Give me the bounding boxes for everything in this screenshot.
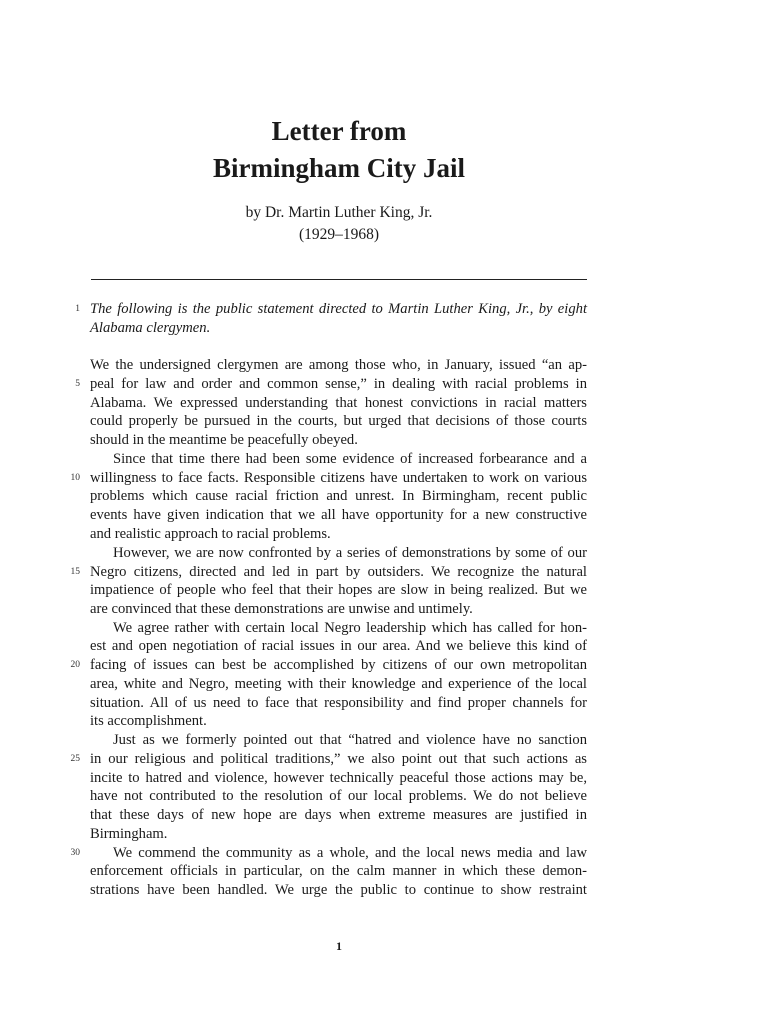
body-line: facing of issues can best be accomplished by citizens of our own metropolitan xyxy=(90,657,587,673)
body-line: strations have been handled. We urge the public to continue to show restraint xyxy=(90,882,587,898)
body-line: peal for law and order and common sense,” in dealing with racial problems in xyxy=(90,376,587,392)
body-line: enforcement officials in particular, on the calm manner in which these demon- xyxy=(90,863,587,879)
byline-dates: (1929–1968) xyxy=(298,226,380,243)
title-line-2: Birmingham City Jail xyxy=(212,153,465,183)
body-line: that these days of new hope are days when extreme measures are justified in xyxy=(90,807,587,823)
body-line: incite to hatred and violence, however technically peaceful those actions may be, xyxy=(90,770,587,786)
page-number: 1 xyxy=(336,939,342,953)
line-number: 5 xyxy=(75,379,80,389)
body-line: Negro citizens, directed and led in part by outsiders. We recognize the natural xyxy=(90,564,587,580)
line-number: 20 xyxy=(70,660,80,670)
line-number: 30 xyxy=(70,848,80,858)
body-line: impatience of people who feel that their hopes are slow in being realized. But we xyxy=(90,582,587,598)
line-number: 10 xyxy=(70,473,80,483)
body-line: have not contributed to the resolution of our local problems. We do not believe xyxy=(90,788,587,804)
body-line: problems which cause racial friction and unrest. In Birmingham, recent public xyxy=(90,488,587,504)
body-line: Alabama. We expressed understanding that honest convictions in racial matters xyxy=(90,395,587,411)
line-number: 1 xyxy=(75,304,80,314)
body-line: should in the meantime be peacefully obeyed. xyxy=(90,432,358,448)
body-line: situation. All of us need to face that responsibility and find proper channels for xyxy=(90,695,587,711)
body-line: Just as we formerly pointed out that “hatred and violence have no sanction xyxy=(113,732,587,748)
title-line-1: Letter from xyxy=(271,116,407,146)
body-line: We agree rather with certain local Negro leadership which has called for hon- xyxy=(113,620,587,636)
body-line: events have given indication that we all have opportunity for a new constructive xyxy=(90,507,587,523)
body-line: area, white and Negro, meeting with their knowledge and experience of the local xyxy=(90,676,587,692)
horizontal-divider xyxy=(91,279,587,280)
body-line: Since that time there had been some evidence of increased forbearance and a xyxy=(113,451,587,467)
body-line: its accomplishment. xyxy=(90,713,207,729)
body-line: Birmingham. xyxy=(90,826,168,842)
line-number: 15 xyxy=(70,567,80,577)
byline-author: by Dr. Martin Luther King, Jr. xyxy=(245,204,433,221)
body-line: willingness to face facts. Responsible citizens have undertaken to work on various xyxy=(90,470,587,486)
body-line: could properly be pursued in the courts, but urged that decisions of those courts xyxy=(90,413,587,429)
body-line: We commend the community as a whole, and the local news media and law xyxy=(113,845,587,861)
intro-line: Alabama clergymen. xyxy=(90,320,211,336)
line-number: 25 xyxy=(70,754,80,764)
body-line: However, we are now confronted by a series of demonstrations by some of our xyxy=(113,545,587,561)
body-line: are convinced that these demonstrations are unwise and untimely. xyxy=(90,601,473,617)
body-line: and realistic approach to racial problems. xyxy=(90,526,331,542)
body-line: est and open negotiation of racial issues in our area. And we believe this kind of xyxy=(90,638,587,654)
intro-line: The following is the public statement directed to Martin Luther King, Jr., by eight xyxy=(90,301,587,317)
body-line: We the undersigned clergymen are among those who, in January, issued “an ap- xyxy=(90,357,587,373)
body-line: in our religious and political traditions,” we also point out that such actions as xyxy=(90,751,587,767)
